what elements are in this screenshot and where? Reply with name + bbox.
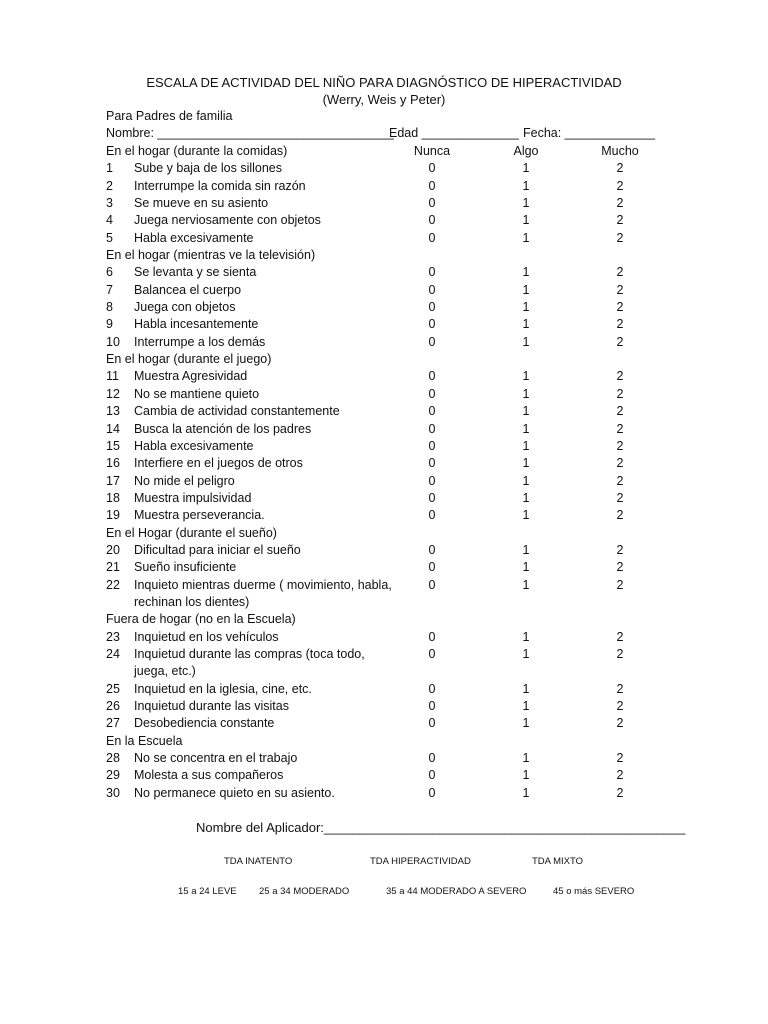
level-moderado-severo: 35 a 44 MODERADO A SEVERO bbox=[386, 886, 527, 897]
question-text: Inquieto mientras duerme ( movimiento, habla, rechinan los dientes) bbox=[134, 577, 392, 609]
score-option[interactable]: 1 bbox=[522, 265, 530, 280]
question-text: Juega nerviosamente con objetos bbox=[134, 213, 321, 228]
info-row bbox=[106, 125, 666, 142]
score-option[interactable]: 1 bbox=[522, 404, 530, 419]
score-option[interactable]: 0 bbox=[428, 646, 436, 661]
score-option[interactable]: 2 bbox=[616, 681, 624, 696]
score-option[interactable]: 1 bbox=[522, 386, 530, 401]
question-number: 4 bbox=[106, 213, 113, 228]
score-option[interactable]: 2 bbox=[616, 196, 624, 211]
score-option[interactable]: 1 bbox=[522, 196, 530, 211]
question-number: 11 bbox=[106, 369, 119, 384]
type-inatento: TDA INATENTO bbox=[224, 856, 293, 867]
section-title-text: Fuera de hogar (no en la Escuela) bbox=[106, 612, 296, 627]
audience-label: Para Padres de familia bbox=[106, 109, 233, 123]
question-text: Interrumpe a los demás bbox=[134, 334, 266, 349]
question-row bbox=[106, 282, 666, 299]
document-title: ESCALA DE ACTIVIDAD DEL NIÑO PARA DIAGNÓSTICO DE HIPERACTIVIDAD bbox=[146, 75, 622, 90]
question-text: Busca la atención de los padres bbox=[134, 421, 312, 436]
section-title-text: En la Escuela bbox=[106, 733, 183, 748]
score-option[interactable]: 0 bbox=[428, 438, 436, 453]
section-title-text: En el hogar (mientras ve la televisión) bbox=[106, 248, 316, 263]
fecha-field: Fecha: _____________ bbox=[523, 126, 656, 140]
question-row bbox=[106, 178, 666, 195]
score-option[interactable]: 2 bbox=[616, 716, 624, 731]
score-option[interactable]: 2 bbox=[616, 300, 624, 315]
score-option[interactable]: 2 bbox=[616, 699, 624, 713]
question-text: Inquietud durante las compras (toca todo, juega, etc.) bbox=[134, 646, 365, 679]
score-option[interactable]: 1 bbox=[522, 699, 530, 713]
score-option[interactable]: 0 bbox=[428, 490, 436, 505]
question-row bbox=[106, 264, 666, 281]
score-option[interactable]: 0 bbox=[428, 334, 436, 349]
question-number: 30 bbox=[106, 785, 120, 800]
question-row bbox=[106, 698, 666, 715]
section-title-text: En el hogar (durante el juego) bbox=[106, 352, 272, 367]
question-number: 17 bbox=[106, 473, 120, 488]
score-option[interactable]: 0 bbox=[428, 768, 436, 783]
score-option[interactable]: 2 bbox=[616, 369, 624, 384]
score-option[interactable]: 0 bbox=[428, 213, 436, 228]
question-text: No permanece quieto en su asiento. bbox=[134, 785, 335, 800]
score-option[interactable]: 1 bbox=[522, 629, 530, 644]
score-option[interactable]: 1 bbox=[522, 456, 530, 471]
question-text: Interfiere en el juegos de otros bbox=[134, 456, 303, 471]
question-row bbox=[106, 230, 666, 247]
score-option[interactable]: 2 bbox=[616, 456, 624, 471]
question-text: No se concentra en el trabajo bbox=[134, 751, 298, 766]
score-option[interactable]: 2 bbox=[616, 768, 624, 783]
question-text: No mide el peligro bbox=[134, 473, 235, 488]
score-option[interactable]: 0 bbox=[428, 456, 436, 471]
question-number: 10 bbox=[106, 334, 120, 349]
question-number: 6 bbox=[106, 265, 113, 280]
question-row bbox=[106, 681, 666, 698]
question-text: No se mantiene quieto bbox=[134, 386, 260, 401]
question-text: Inquietud en la iglesia, cine, etc. bbox=[134, 681, 312, 696]
score-option[interactable]: 1 bbox=[522, 751, 530, 766]
question-number: 22 bbox=[106, 577, 120, 592]
score-option[interactable]: 1 bbox=[522, 438, 530, 453]
score-option[interactable]: 1 bbox=[522, 768, 530, 783]
score-option[interactable]: 0 bbox=[428, 369, 436, 384]
score-option[interactable]: 0 bbox=[428, 681, 436, 696]
score-option[interactable]: 0 bbox=[428, 317, 436, 332]
question-row bbox=[106, 160, 666, 177]
question-row bbox=[106, 767, 666, 784]
score-option[interactable]: 2 bbox=[616, 265, 624, 280]
score-option[interactable]: 1 bbox=[522, 681, 530, 696]
score-option[interactable]: 2 bbox=[616, 404, 624, 419]
question-row bbox=[106, 629, 666, 646]
question-number: 21 bbox=[106, 560, 120, 575]
nombre-field: Nombre: __________________________________ bbox=[106, 126, 394, 140]
score-option[interactable]: 2 bbox=[616, 751, 624, 766]
section-title-text: En el Hogar (durante el sueño) bbox=[106, 525, 277, 540]
score-option[interactable]: 1 bbox=[522, 334, 530, 349]
question-number: 19 bbox=[106, 508, 120, 523]
question-text: Se levanta y se sienta bbox=[134, 265, 257, 280]
column-header: Mucho bbox=[601, 144, 639, 158]
section-title bbox=[106, 351, 666, 368]
question-row bbox=[106, 785, 666, 802]
score-option[interactable]: 2 bbox=[616, 213, 624, 228]
question-text: Molesta a sus compañeros bbox=[134, 768, 284, 783]
question-number: 7 bbox=[106, 282, 113, 297]
column-header: Nunca bbox=[413, 144, 451, 158]
score-option[interactable]: 0 bbox=[428, 560, 436, 575]
question-row bbox=[106, 559, 666, 576]
section-title bbox=[106, 733, 666, 750]
score-option[interactable]: 0 bbox=[428, 404, 436, 419]
score-option[interactable]: 1 bbox=[522, 508, 530, 523]
score-option[interactable]: 0 bbox=[428, 577, 436, 592]
score-option[interactable]: 0 bbox=[428, 421, 436, 436]
score-option[interactable]: 1 bbox=[522, 785, 530, 800]
question-row bbox=[106, 455, 666, 472]
question-row bbox=[106, 195, 666, 212]
question-number: 13 bbox=[106, 404, 120, 419]
question-text: Balancea el cuerpo bbox=[134, 282, 242, 297]
question-text: Inquietud durante las visitas bbox=[134, 699, 289, 713]
section-title-text: En el hogar (durante la comidas) bbox=[106, 144, 288, 158]
score-option[interactable]: 2 bbox=[616, 542, 624, 557]
score-option[interactable]: 1 bbox=[522, 230, 530, 245]
score-option[interactable]: 0 bbox=[428, 282, 436, 297]
question-row bbox=[106, 212, 666, 229]
question-number: 26 bbox=[106, 699, 120, 713]
question-row bbox=[106, 715, 666, 732]
score-option[interactable]: 2 bbox=[616, 438, 624, 453]
questionnaire-table bbox=[106, 143, 666, 802]
question-number: 24 bbox=[106, 646, 120, 661]
score-option[interactable]: 1 bbox=[522, 213, 530, 228]
score-option[interactable]: 1 bbox=[522, 542, 530, 557]
question-row bbox=[106, 438, 666, 455]
question-number: 5 bbox=[106, 230, 113, 245]
question-text: Muestra impulsividad bbox=[134, 490, 252, 505]
score-option[interactable]: 1 bbox=[522, 282, 530, 297]
question-row bbox=[106, 473, 666, 490]
question-row bbox=[106, 750, 666, 767]
question-text: Se mueve en su asiento bbox=[134, 196, 269, 211]
question-number: 12 bbox=[106, 386, 120, 401]
section-title bbox=[106, 247, 666, 264]
score-option[interactable]: 1 bbox=[522, 421, 530, 436]
score-option[interactable]: 0 bbox=[428, 178, 436, 193]
type-mixto: TDA MIXTO bbox=[532, 856, 584, 867]
question-text: Cambia de actividad constantemente bbox=[134, 404, 340, 419]
question-text: Juega con objetos bbox=[134, 300, 236, 315]
question-text: Dificultad para iniciar el sueño bbox=[134, 542, 301, 557]
score-option[interactable]: 2 bbox=[616, 508, 624, 523]
score-option[interactable]: 2 bbox=[616, 282, 624, 297]
question-number: 2 bbox=[106, 178, 113, 193]
question-row bbox=[106, 542, 666, 559]
score-option[interactable]: 1 bbox=[522, 317, 530, 332]
question-number: 25 bbox=[106, 681, 120, 696]
question-row bbox=[106, 490, 666, 507]
question-row bbox=[106, 368, 666, 385]
score-option[interactable]: 0 bbox=[428, 473, 436, 488]
question-text: Muestra Agresividad bbox=[134, 369, 248, 384]
score-option[interactable]: 1 bbox=[522, 161, 530, 176]
score-option[interactable]: 2 bbox=[616, 577, 624, 592]
column-header: Algo bbox=[513, 144, 539, 158]
section-title bbox=[106, 611, 666, 628]
question-number: 16 bbox=[106, 456, 120, 471]
question-row bbox=[106, 299, 666, 316]
question-text: Habla excesivamente bbox=[134, 230, 254, 245]
score-option[interactable]: 2 bbox=[616, 646, 624, 661]
score-option[interactable]: 0 bbox=[428, 699, 436, 713]
score-option[interactable]: 1 bbox=[522, 646, 530, 661]
score-option[interactable]: 0 bbox=[428, 785, 436, 800]
question-number: 3 bbox=[106, 196, 113, 211]
score-option[interactable]: 0 bbox=[428, 300, 436, 315]
score-option[interactable]: 1 bbox=[522, 577, 530, 592]
question-row bbox=[106, 316, 666, 333]
score-option[interactable]: 2 bbox=[616, 629, 624, 644]
score-option[interactable]: 1 bbox=[522, 490, 530, 505]
question-text: Inquietud en los vehículos bbox=[134, 629, 279, 644]
level-moderado: 25 a 34 MODERADO bbox=[259, 886, 350, 897]
score-option[interactable]: 0 bbox=[428, 230, 436, 245]
level-leve: 15 a 24 LEVE bbox=[178, 886, 237, 897]
score-option[interactable]: 0 bbox=[428, 629, 436, 644]
question-row bbox=[106, 507, 666, 524]
question-text: Desobediencia constante bbox=[134, 716, 275, 731]
score-option[interactable]: 2 bbox=[616, 421, 624, 436]
question-number: 29 bbox=[106, 768, 120, 783]
question-number: 23 bbox=[106, 629, 120, 644]
aplicador-field: Nombre del Aplicador:__________________________________________________ bbox=[196, 820, 686, 835]
score-option[interactable]: 0 bbox=[428, 196, 436, 211]
question-number: 1 bbox=[106, 161, 113, 176]
question-text: Sueño insuficiente bbox=[134, 560, 237, 575]
type-hiperactividad: TDA HIPERACTIVIDAD bbox=[370, 856, 471, 867]
question-number: 20 bbox=[106, 542, 120, 557]
question-number: 9 bbox=[106, 317, 113, 332]
score-option[interactable]: 2 bbox=[616, 560, 624, 575]
score-option[interactable]: 2 bbox=[616, 334, 624, 349]
question-number: 8 bbox=[106, 300, 113, 315]
question-text: Muestra perseverancia. bbox=[134, 508, 265, 523]
section-title bbox=[106, 143, 666, 160]
question-row bbox=[106, 334, 666, 351]
score-option[interactable]: 2 bbox=[616, 490, 624, 505]
score-option[interactable]: 1 bbox=[522, 716, 530, 731]
score-option[interactable]: 2 bbox=[616, 386, 624, 401]
score-option[interactable]: 0 bbox=[428, 542, 436, 557]
question-row bbox=[106, 386, 666, 403]
score-option[interactable]: 2 bbox=[616, 178, 624, 193]
score-option[interactable]: 1 bbox=[522, 300, 530, 315]
score-option[interactable]: 1 bbox=[522, 369, 530, 384]
score-option[interactable]: 0 bbox=[428, 716, 436, 731]
score-option[interactable]: 0 bbox=[428, 161, 436, 176]
question-text: Habla excesivamente bbox=[134, 438, 254, 453]
question-text: Interrumpe la comida sin razón bbox=[134, 178, 306, 193]
score-option[interactable]: 1 bbox=[522, 178, 530, 193]
question-text: Habla incesantemente bbox=[134, 317, 259, 332]
score-option[interactable]: 2 bbox=[616, 785, 624, 800]
question-number: 15 bbox=[106, 438, 120, 453]
level-severo: 45 o más SEVERO bbox=[553, 886, 635, 897]
question-number: 18 bbox=[106, 490, 120, 505]
score-option[interactable]: 0 bbox=[428, 751, 436, 766]
score-option[interactable]: 2 bbox=[616, 161, 624, 176]
document-authors: (Werry, Weis y Peter) bbox=[322, 92, 446, 107]
question-text: Sube y baja de los sillones bbox=[134, 161, 283, 176]
score-option[interactable]: 2 bbox=[616, 230, 624, 245]
score-option[interactable]: 0 bbox=[428, 508, 436, 523]
question-number: 27 bbox=[106, 716, 120, 731]
score-option[interactable]: 0 bbox=[428, 265, 436, 280]
score-option[interactable]: 1 bbox=[522, 560, 530, 575]
question-row bbox=[106, 421, 666, 438]
score-option[interactable]: 0 bbox=[428, 386, 436, 401]
question-number: 14 bbox=[106, 421, 120, 436]
question-row bbox=[106, 646, 666, 681]
score-option[interactable]: 2 bbox=[616, 473, 624, 488]
score-option[interactable]: 1 bbox=[522, 473, 530, 488]
question-row bbox=[106, 403, 666, 420]
score-option[interactable]: 2 bbox=[616, 317, 624, 332]
question-row bbox=[106, 577, 666, 612]
section-title bbox=[106, 525, 666, 542]
question-number: 28 bbox=[106, 751, 120, 766]
edad-field: Edad ______________ bbox=[389, 126, 519, 140]
